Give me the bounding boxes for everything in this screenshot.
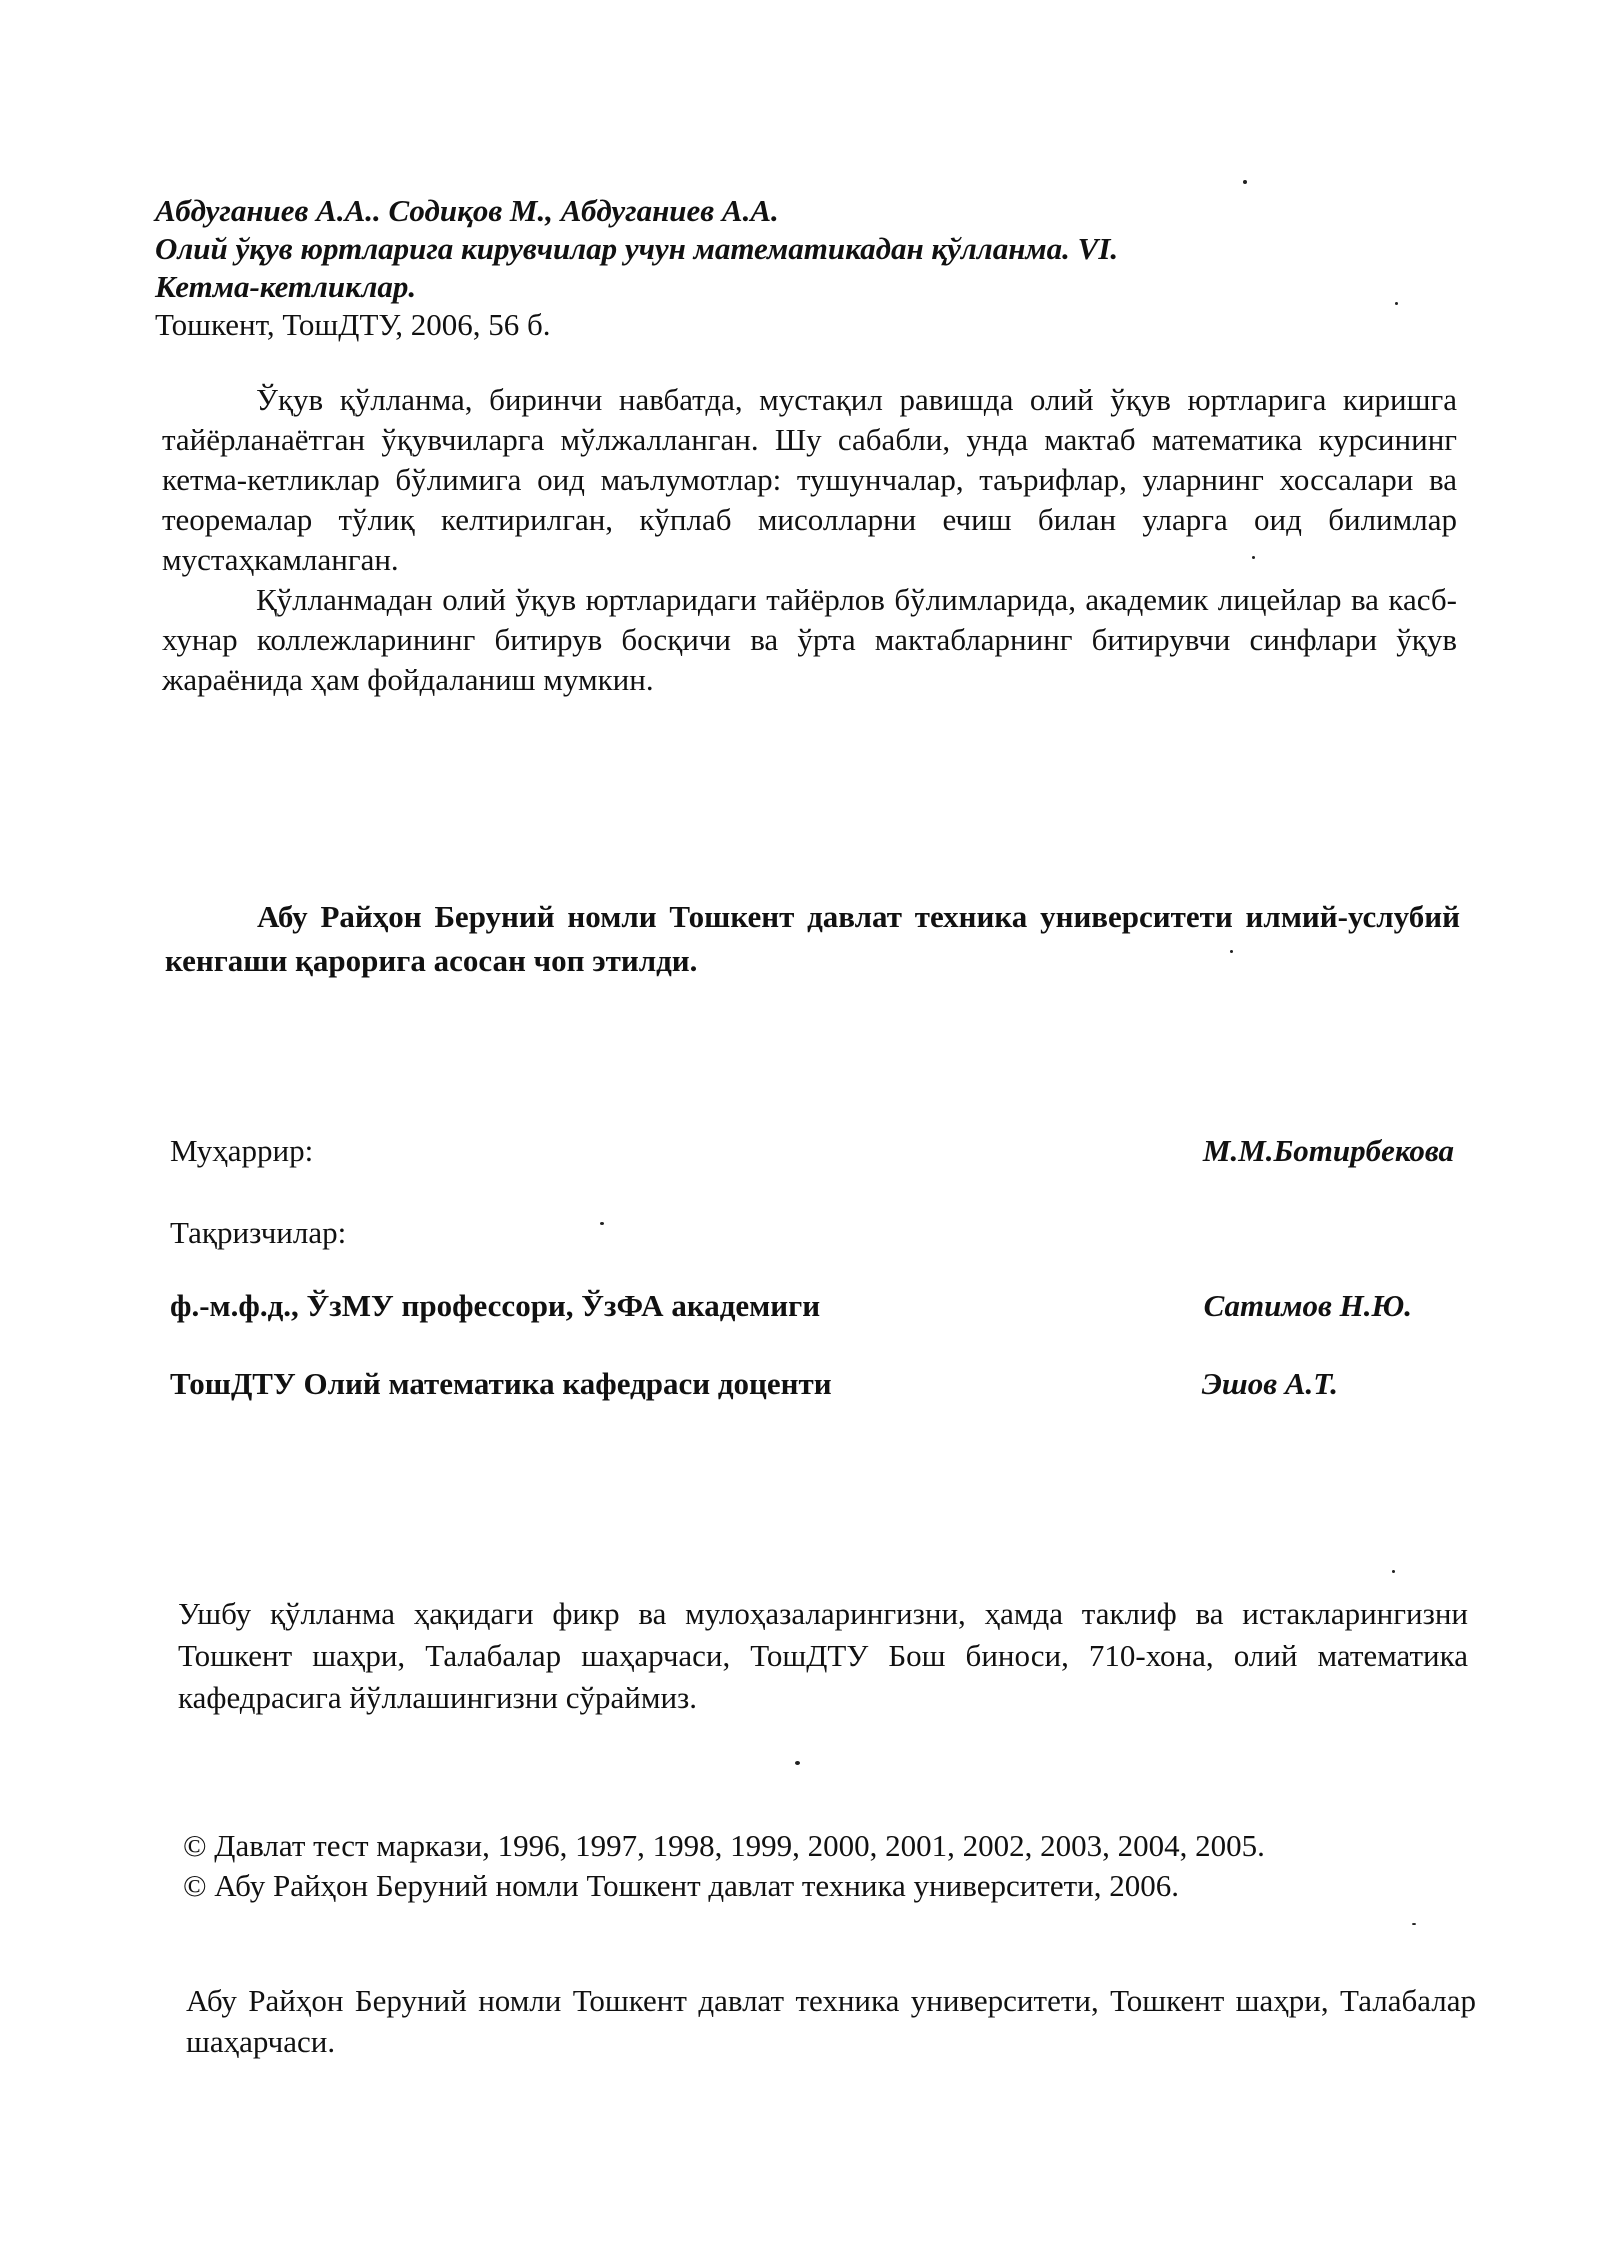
editor-label: Муҳаррир: [170,1133,314,1168]
scan-speck [1230,950,1233,953]
scan-speck [1392,1570,1395,1573]
authors-line: Абдуганиев А.А.. Содиқов М., Абдуганиев А.А. [155,193,779,228]
annotation-paragraph: Ўқув қўлланма, биринчи навбатда, мустақил равишда олий ўқув юртларига киришга тайёрланаётган ўқувчиларга мўлжалланган. Шу сабабли, унда мактаб математика курсининг кетма-кетликлар бўлимига оид маълумотлар: тушунчалар, таърифлар, уларнинг хоссалари ва теоремалар тўлиқ келтирилган, кўплаб мисолларни ечиш билан уларга оид билимлар мустаҳкамланган. [162,382,1457,577]
imprint-line: Тошкент, ТошДТУ, 2006, 56 б. [155,307,551,342]
reviewer-title: ф.-м.ф.д., ЎзМУ профессори, ЎзФА академиги [170,1288,821,1323]
publisher-address [186,1980,1476,2062]
reviewers-label: Тақризчилар: [170,1215,347,1250]
copyright-block [183,1826,1475,1906]
reviewer-title: ТошДТУ Олий математика кафедраси доценти [170,1366,832,1401]
annotation [162,380,1457,700]
editor-name: М.М.Ботирбекова [1202,1133,1454,1168]
scan-speck [600,1222,604,1225]
bibliographic-record [155,192,1335,344]
scan-speck [1412,1923,1416,1925]
copyright-line: © Давлат тест маркази, 1996, 1997, 1998, 1999, 2000, 2001, 2002, 2003, 2004, 2005. [183,1828,1265,1863]
feedback-note [178,1593,1468,1719]
annotation-paragraph: Қўлланмадан олий ўқув юртларидаги тайёрлов бўлимларида, академик лицейлар ва касб-хунар коллежларининг битирув босқичи ва ўрта мактабларнинг битирувчи синфлари ўқув жараёнида ҳам фойдаланиш мумкин. [162,582,1457,697]
reviewer-name: Сатимов Н.Ю. [1203,1288,1412,1323]
book-subtitle: Кетма-кетликлар. [155,269,417,304]
scan-speck [1243,180,1247,184]
scan-speck [1395,302,1398,305]
approval-text: Абу Райҳон Беруний номли Тошкент давлат техника университети илмий-услубий кенгаши қарорига асосан чоп этилди. [165,899,1460,978]
copyright-line: © Абу Райҳон Беруний номли Тошкент давлат техника университети, 2006. [183,1868,1179,1903]
scan-speck [1252,556,1255,559]
address-text: Абу Райҳон Беруний номли Тошкент давлат техника университети, Тошкент шаҳри, Талабалар шаҳарчаси. [186,1983,1476,2059]
reviewer-name: Эшов А.Т. [1201,1366,1338,1401]
book-title: Олий ўқув юртларига кирувчилар учун математикадан қўлланма. VI. [155,231,1119,266]
publication-approval [165,895,1460,983]
feedback-text: Ушбу қўлланма ҳақидаги фикр ва мулоҳазаларингизни, ҳамда таклиф ва истакларингизни Тошкент шаҳри, Талабалар шаҳарчаси, ТошДТУ Бош биноси, 710-хона, олий математика кафедрасига йўллашингизни сўраймиз. [178,1596,1468,1715]
scan-speck [795,1761,800,1765]
